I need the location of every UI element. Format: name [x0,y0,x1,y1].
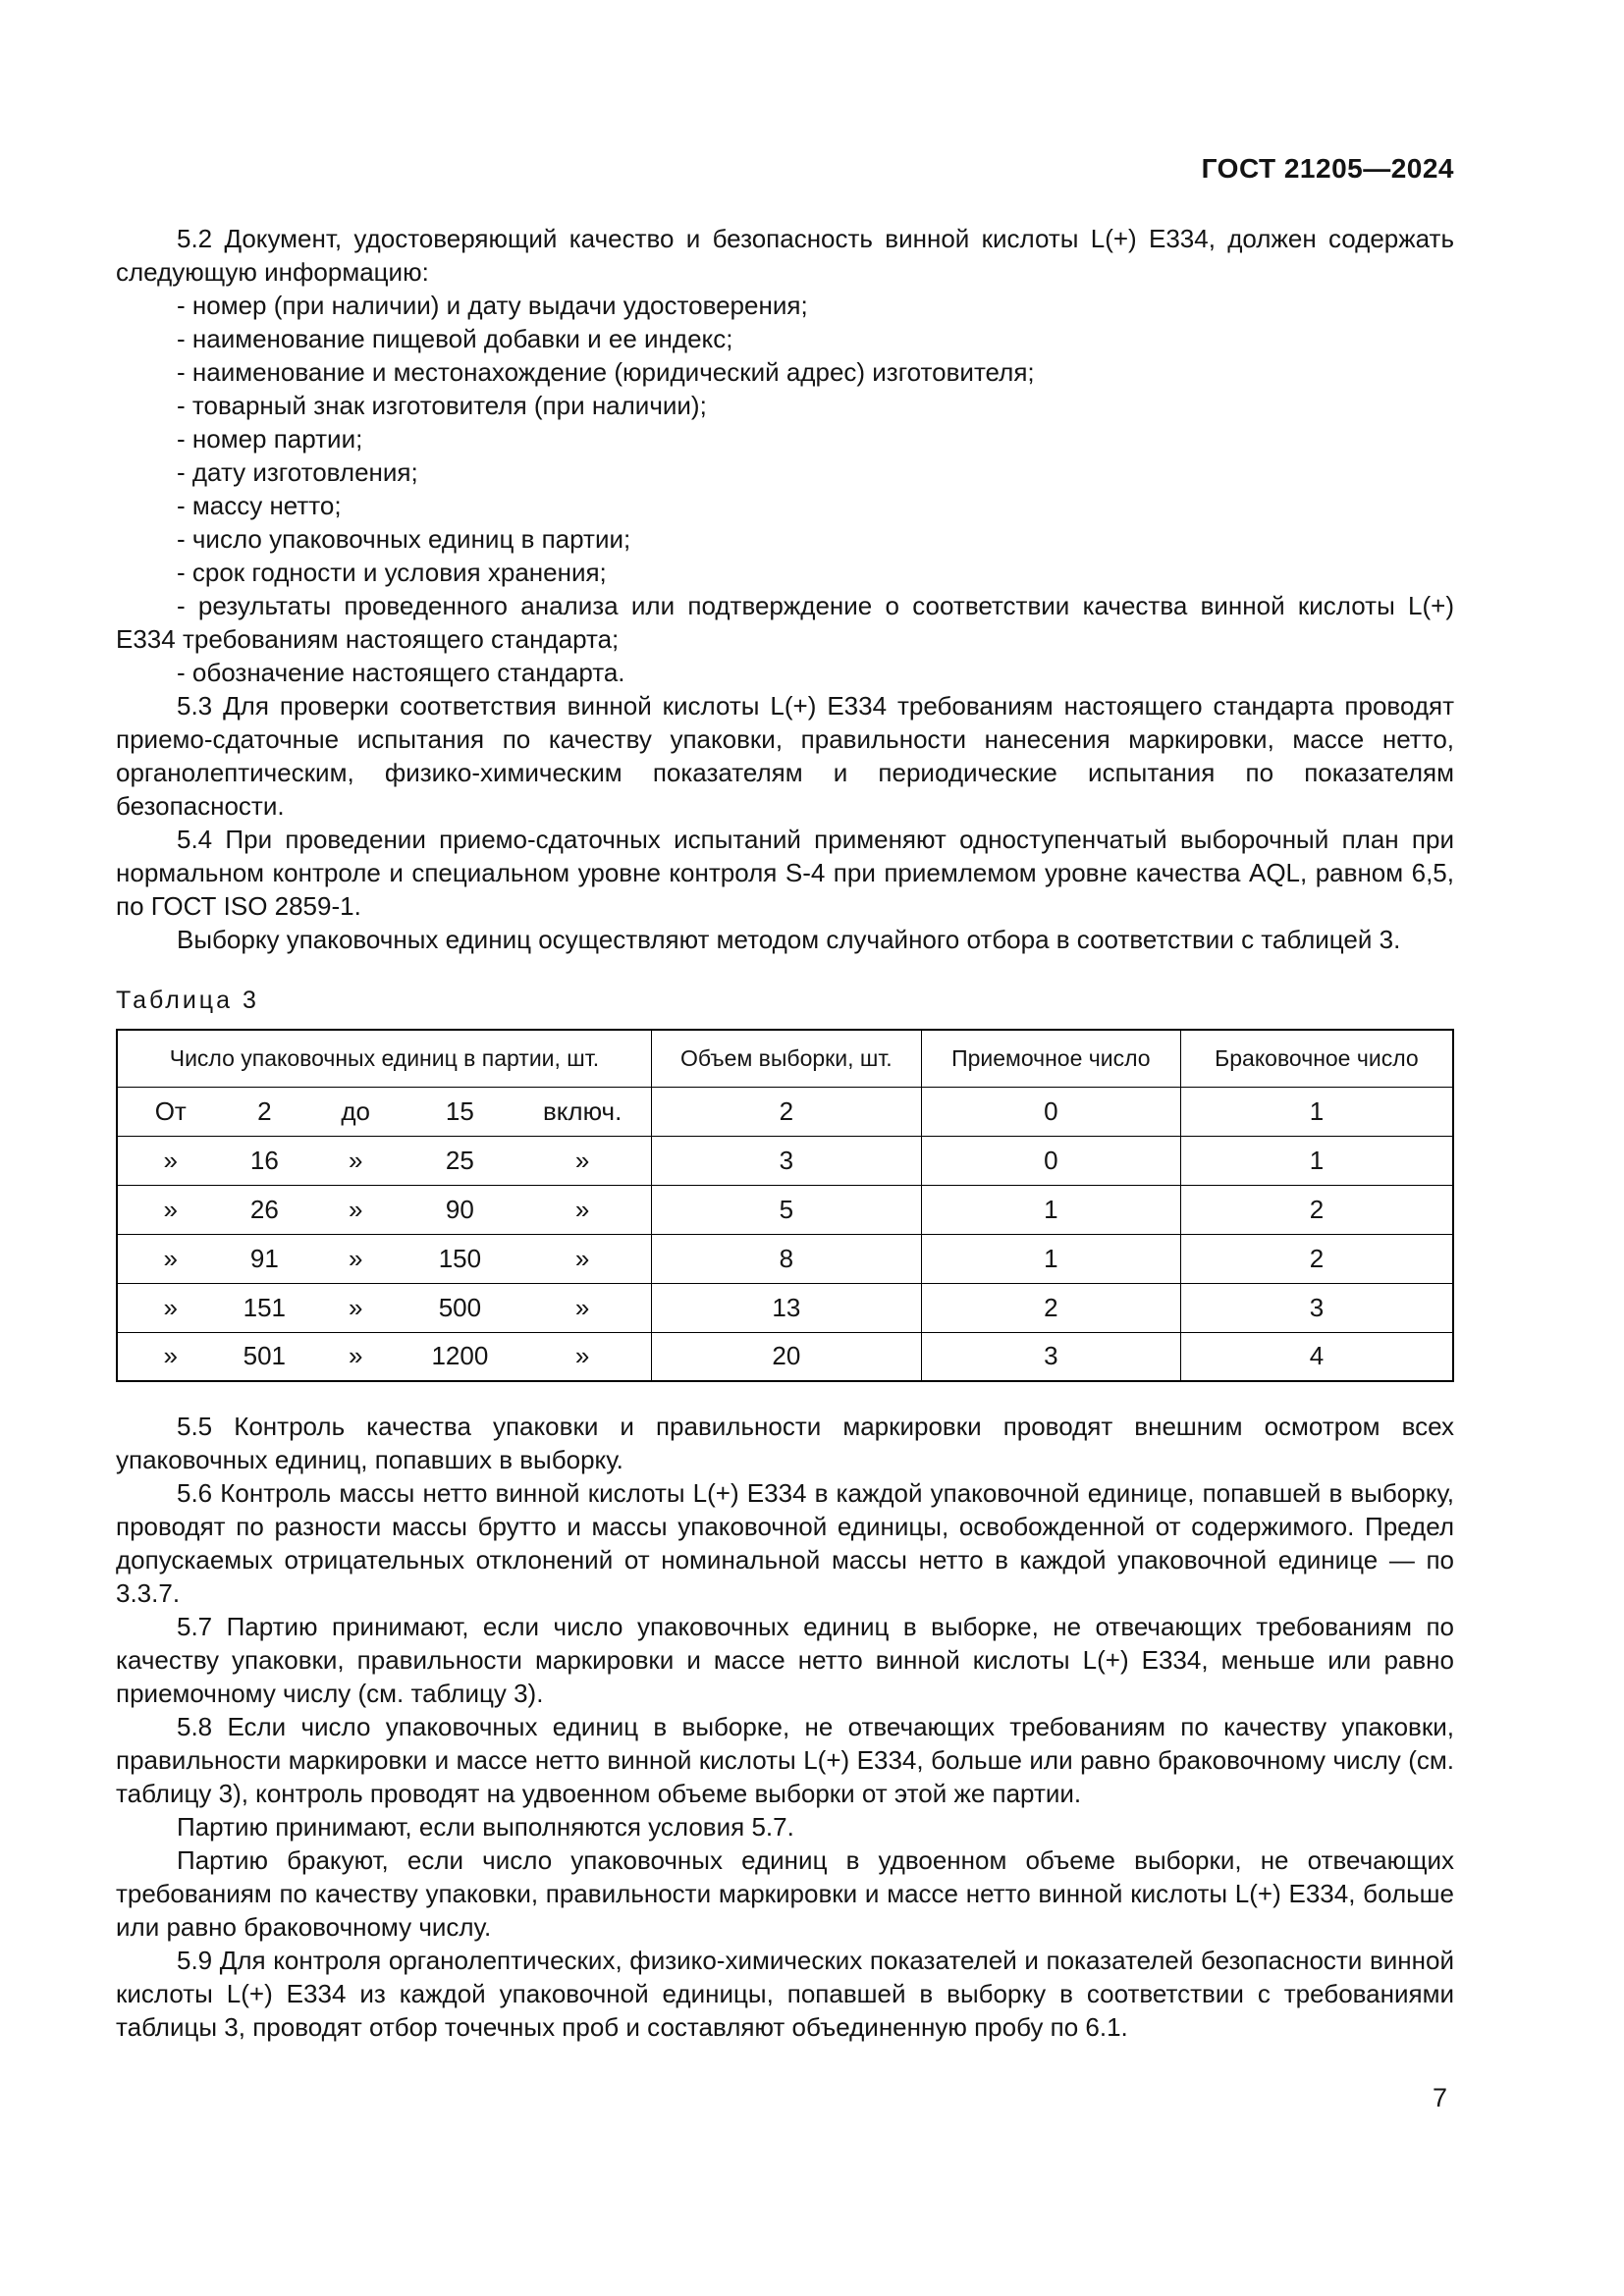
range-part: » [574,1292,590,1322]
rejection-number-cell: 1 [1180,1087,1453,1136]
page-content [116,222,1454,2044]
range-part: » [574,1145,590,1175]
column-header-accept: Приемочное число [921,1030,1180,1087]
list-item: - массу нетто; [177,491,342,520]
range-cell [117,1332,651,1381]
range-part: 15 [445,1095,474,1126]
range-part: 91 [249,1243,279,1273]
range-cell [117,1087,651,1136]
list-item: - результаты проведенного анализа или подтверждение о соответствии качества винной кислоты L(+) E334 требованиям настоящего стандарта; [116,591,1454,654]
range-grid [124,1096,645,1127]
range-part: 26 [249,1194,279,1224]
paragraph-5-2: 5.2 Документ, удостоверяющий качество и безопасность винной кислоты L(+) E334, должен содержать следующую информацию: [116,224,1454,287]
list-item: - число упаковочных единиц в партии; [177,524,631,554]
list-item: - дату изготовления; [177,457,418,487]
paragraph-5-3: 5.3 Для проверки соответствия винной кислоты L(+) E334 требованиям настоящего стандарта проводят приемо-сдаточные испытания по качеству упаковки, правильности нанесения маркировки, массе нетто, органолептическим, физико-химическим показателям и периодические испытания по показателям безопасности. [116,691,1454,821]
range-part: » [348,1292,363,1322]
range-grid [124,1341,645,1371]
range-part: 150 [438,1243,482,1273]
paragraph-5-4: 5.4 При проведении приемо-сдаточных испытаний применяют одноступенчатый выборочный план при нормальном контроле и специальном уровне контроля S-4 при приемлемом уровне качества AQL, равном 6,5, по ГОСТ ISO 2859-1. [116,825,1454,921]
range-grid [124,1195,645,1225]
range-part: 501 [243,1341,287,1371]
list-item: - наименование и местонахождение (юридический адрес) изготовителя; [177,357,1035,387]
page-number: 7 [1432,2083,1447,2112]
rejection-number-cell: 3 [1180,1283,1453,1332]
rejection-number-cell: 2 [1180,1185,1453,1234]
column-header-reject: Браковочное число [1180,1030,1453,1087]
column-header-units: Число упаковочных единиц в партии, шт. [117,1030,651,1087]
range-part: 151 [243,1292,287,1322]
table-row [117,1087,1453,1136]
acceptance-number-cell: 0 [921,1087,1180,1136]
sample-size-cell: 20 [651,1332,921,1381]
range-part: » [348,1194,363,1224]
range-part: » [574,1341,590,1371]
range-part: включ. [542,1095,623,1126]
range-cell [117,1234,651,1283]
sampling-plan-table [116,1029,1454,1382]
acceptance-number-cell: 1 [921,1234,1180,1283]
table-row [117,1234,1453,1283]
range-part: » [574,1194,590,1224]
paragraph-5-5: 5.5 Контроль качества упаковки и правильности маркировки проводят внешним осмотром всех упаковочных единиц, попавших в выборку. [116,1412,1454,1474]
range-part: » [163,1341,178,1371]
range-cell [117,1283,651,1332]
range-part: » [574,1243,590,1273]
range-part: до [341,1095,371,1126]
paragraph-accept: Партию принимают, если выполняются условия 5.7. [177,1812,794,1842]
paragraph-5-7: 5.7 Партию принимают, если число упаковочных единиц в выборке, не отвечающих требованиям по качеству упаковки, правильности маркировки и массе нетто винной кислоты L(+) E334, меньше или равно приемочному числу (см. таблицу 3). [116,1612,1454,1708]
range-part: » [348,1243,363,1273]
table-row [117,1283,1453,1332]
acceptance-number-cell: 2 [921,1283,1180,1332]
table-row [117,1136,1453,1185]
range-part: » [163,1292,178,1322]
sample-size-cell: 8 [651,1234,921,1283]
table-row [117,1332,1453,1381]
paragraph-5-8: 5.8 Если число упаковочных единиц в выборке, не отвечающих требованиям по качеству упаковки, правильности маркировки и массе нетто винной кислоты L(+) E334, больше или равно браковочному числу (см. таблицу 3), контроль проводят на удвоенном объеме выборки от этой же партии. [116,1712,1454,1808]
list-item: - срок годности и условия хранения; [177,558,607,587]
range-part: » [163,1145,178,1175]
sample-size-cell: 3 [651,1136,921,1185]
range-grid [124,1293,645,1323]
range-part: 25 [445,1145,474,1175]
rejection-number-cell: 2 [1180,1234,1453,1283]
rejection-number-cell: 1 [1180,1136,1453,1185]
range-cell [117,1185,651,1234]
acceptance-number-cell: 3 [921,1332,1180,1381]
range-part: » [163,1194,178,1224]
range-part: От [154,1095,187,1126]
sample-size-cell: 5 [651,1185,921,1234]
range-part: 1200 [431,1341,489,1371]
list-item: - товарный знак изготовителя (при наличии); [177,391,707,420]
range-grid [124,1244,645,1274]
range-cell [117,1136,651,1185]
acceptance-number-cell: 1 [921,1185,1180,1234]
paragraph-5-6: 5.6 Контроль массы нетто винной кислоты L(+) E334 в каждой упаковочной единице, попавшей в выборку, проводят по разности массы брутто и массы упаковочной единицы, освобожденной от содержимого. Предел допускаемых отрицательных отклонений от номинальной массы нетто в каждой упаковочной единице — по 3.3.7. [116,1478,1454,1608]
rejection-number-cell: 4 [1180,1332,1453,1381]
list-item: - наименование пищевой добавки и ее индекс; [177,324,733,353]
column-header-sample: Объем выборки, шт. [651,1030,921,1087]
paragraph-sampling: Выборку упаковочных единиц осуществляют методом случайного отбора в соответствии с таблицей 3. [177,925,1401,954]
sample-size-cell: 13 [651,1283,921,1332]
range-grid [124,1146,645,1176]
sample-size-cell: 2 [651,1087,921,1136]
range-part: 500 [438,1292,482,1322]
range-part: 2 [257,1095,272,1126]
table-header-row [117,1030,1453,1087]
range-part: » [163,1243,178,1273]
list-item: - номер (при наличии) и дату выдачи удостоверения; [177,291,808,320]
doc-number: ГОСТ 21205—2024 [1201,153,1454,184]
list-item: - номер партии; [177,424,363,454]
list-item: - обозначение настоящего стандарта. [177,658,625,687]
table-caption: Таблица 3 [116,987,259,1014]
range-part: » [348,1341,363,1371]
paragraph-5-9: 5.9 Для контроля органолептических, физико-химических показателей и показателей безопасности винной кислоты L(+) E334 из каждой упаковочной единицы, попавшей в выборку в соответствии с требованиями таблицы 3, проводят отбор точечных проб и составляют объединенную пробу по 6.1. [116,1946,1454,2042]
range-part: 90 [445,1194,474,1224]
range-part: 16 [249,1145,279,1175]
acceptance-number-cell: 0 [921,1136,1180,1185]
range-part: » [348,1145,363,1175]
table-row [117,1185,1453,1234]
paragraph-reject: Партию бракуют, если число упаковочных единиц в удвоенном объеме выборки, не отвечающих требованиям по качеству упаковки, правильности маркировки и массе нетто винной кислоты L(+) E334, больше или равно браковочному числу. [116,1845,1454,1942]
